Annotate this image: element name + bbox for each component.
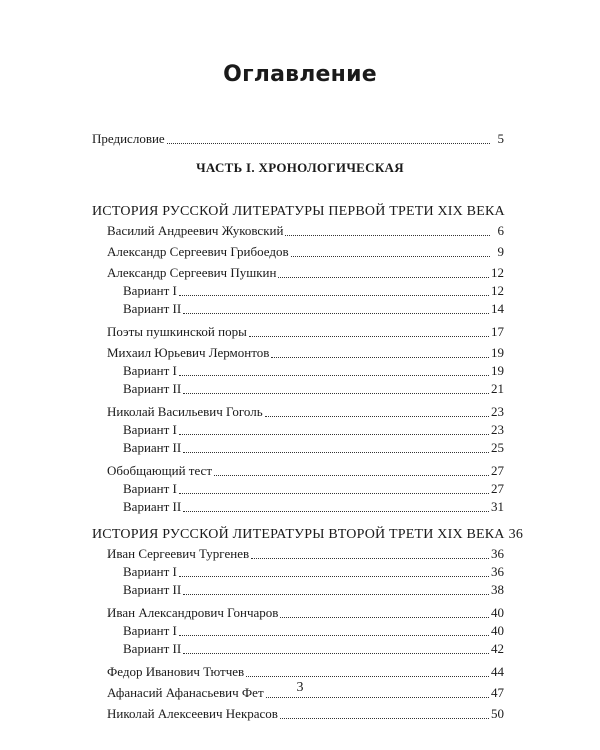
leader-dots: [179, 371, 489, 376]
toc-entry-page: 9: [497, 244, 504, 259]
leader-dots: [179, 291, 489, 296]
toc-entry-label: ИСТОРИЯ РУССКОЙ ЛИТЕРАТУРЫ ПЕРВОЙ ТРЕТИ XIX ВЕКА: [92, 204, 505, 219]
toc-entry-label: Вариант II: [123, 582, 182, 597]
toc-entry[interactable]: [107, 706, 504, 722]
toc-entry-label: Поэты пушкинской поры: [107, 324, 247, 339]
toc-subentry[interactable]: [123, 283, 504, 299]
toc-entry-page: 27: [491, 481, 504, 496]
leader-dots: [183, 507, 489, 512]
toc-entry-label: Вариант II: [123, 641, 182, 656]
toc-entry-page: 36: [508, 527, 524, 542]
toc-entry[interactable]: [107, 546, 504, 562]
toc-entry-label: Михаил Юрьевич Лермонтов: [107, 345, 270, 360]
toc-entry-label: Вариант II: [123, 440, 182, 455]
toc-entry-label: Иван Александрович Гончаров: [107, 605, 279, 620]
leader-dots: [291, 252, 490, 257]
toc-entry-page: 5: [497, 131, 504, 146]
toc-entry[interactable]: [107, 244, 504, 260]
toc-entry-label: Вариант I: [123, 564, 177, 579]
leader-dots: [249, 332, 489, 337]
toc-entry-page: 14: [491, 301, 504, 316]
toc-entry[interactable]: [107, 223, 504, 239]
toc-entry-label: Предисловие: [92, 131, 165, 146]
toc-entry-label: Вариант I: [123, 422, 177, 437]
toc-entry-page: 40: [491, 623, 504, 638]
toc-entry-label: Николай Алексеевич Некрасов: [107, 706, 278, 721]
toc-entry-page: 17: [491, 324, 504, 339]
leader-dots: [246, 672, 489, 677]
part-heading: ЧАСТЬ I. ХРОНОЛОГИЧЕСКАЯ: [196, 160, 404, 175]
leader-dots: [280, 714, 489, 719]
toc-entry-label: Вариант I: [123, 481, 177, 496]
toc-entry-label: Александр Сергеевич Грибоедов: [107, 244, 289, 259]
leader-dots: [285, 231, 490, 236]
toc-entry-label: Вариант II: [123, 381, 182, 396]
toc-subentry[interactable]: [123, 440, 504, 456]
toc-entry-label: Вариант II: [123, 499, 182, 514]
toc-entry[interactable]: [107, 345, 504, 361]
leader-dots: [179, 489, 489, 494]
toc-subentry[interactable]: [123, 363, 504, 379]
leader-dots: [179, 430, 489, 435]
toc-entry-label: Вариант I: [123, 283, 177, 298]
leader-dots: [179, 631, 489, 636]
toc-entry-page: 50: [491, 706, 504, 721]
page-title: Оглавление: [223, 62, 377, 87]
toc-subentry[interactable]: [123, 301, 504, 317]
toc-section[interactable]: [92, 204, 504, 220]
toc-entry-page: 42: [491, 641, 504, 656]
toc-entry[interactable]: [107, 605, 504, 621]
leader-dots: [271, 353, 489, 358]
toc-entry-label: Николай Васильевич Гоголь: [107, 404, 263, 419]
toc-entry[interactable]: [107, 404, 504, 420]
toc-subentry[interactable]: [123, 564, 504, 580]
toc-entry-preface[interactable]: [92, 131, 504, 147]
toc-entry[interactable]: [107, 463, 504, 479]
toc-entry-page: 25: [491, 440, 504, 455]
toc-entry[interactable]: [107, 265, 504, 281]
leader-dots: [214, 471, 489, 476]
leader-dots: [265, 412, 489, 417]
toc-subentry[interactable]: [123, 582, 504, 598]
toc-entry-label: Обобщающий тест: [107, 463, 213, 478]
toc-entry-page: 23: [491, 422, 504, 437]
toc-entry-page: 19: [491, 363, 504, 378]
toc-entry-page: 31: [491, 499, 504, 514]
toc-entry-label: Афанасий Афанасьевич Фет: [107, 685, 264, 700]
toc-entry-label: Александр Сергеевич Пушкин: [107, 265, 277, 280]
toc-entry[interactable]: [107, 324, 504, 340]
leader-dots: [183, 448, 489, 453]
toc-entry[interactable]: [107, 664, 504, 680]
toc-entry-label: Вариант I: [123, 623, 177, 638]
toc-entry-page: 6: [497, 223, 504, 238]
toc-entry-page: 36: [491, 564, 504, 579]
toc-entry-page: 27: [491, 463, 504, 478]
toc-entry-page: 40: [491, 605, 504, 620]
toc-subentry[interactable]: [123, 499, 504, 515]
leader-dots: [183, 590, 489, 595]
toc-subentry[interactable]: [123, 381, 504, 397]
toc-entry-page: 23: [491, 404, 504, 419]
leader-dots: [183, 389, 489, 394]
toc-entry-page: 19: [491, 345, 504, 360]
leader-dots: [167, 139, 490, 144]
toc-entry-label: Федор Иванович Тютчев: [107, 664, 245, 679]
toc-entry-page: 44: [491, 664, 504, 679]
toc-entry-label: ИСТОРИЯ РУССКОЙ ЛИТЕРАТУРЫ ВТОРОЙ ТРЕТИ XIX ВЕКА: [92, 527, 505, 542]
leader-dots: [278, 273, 489, 278]
toc-subentry[interactable]: [123, 481, 504, 497]
leader-dots: [179, 572, 489, 577]
toc-entry-page: 36: [491, 546, 504, 561]
toc-entry-page: 47: [491, 685, 504, 700]
toc-entry-page: 12: [491, 265, 504, 280]
toc-section[interactable]: [92, 527, 524, 543]
leader-dots: [280, 613, 489, 618]
toc-subentry[interactable]: [123, 422, 504, 438]
leader-dots: [251, 554, 489, 559]
toc-entry-page: 38: [491, 582, 504, 597]
toc-entry-page: 12: [491, 283, 504, 298]
toc-entry-label: Вариант II: [123, 301, 182, 316]
toc-entry-label: Василий Андреевич Жуковский: [107, 223, 284, 238]
toc-subentry[interactable]: [123, 641, 504, 657]
page-number: 3: [296, 680, 304, 695]
toc-subentry[interactable]: [123, 623, 504, 639]
leader-dots: [183, 649, 489, 654]
toc-entry-label: Иван Сергеевич Тургенев: [107, 546, 250, 561]
toc-entry-label: Вариант I: [123, 363, 177, 378]
leader-dots: [183, 309, 489, 314]
toc-entry-page: 21: [491, 381, 504, 396]
